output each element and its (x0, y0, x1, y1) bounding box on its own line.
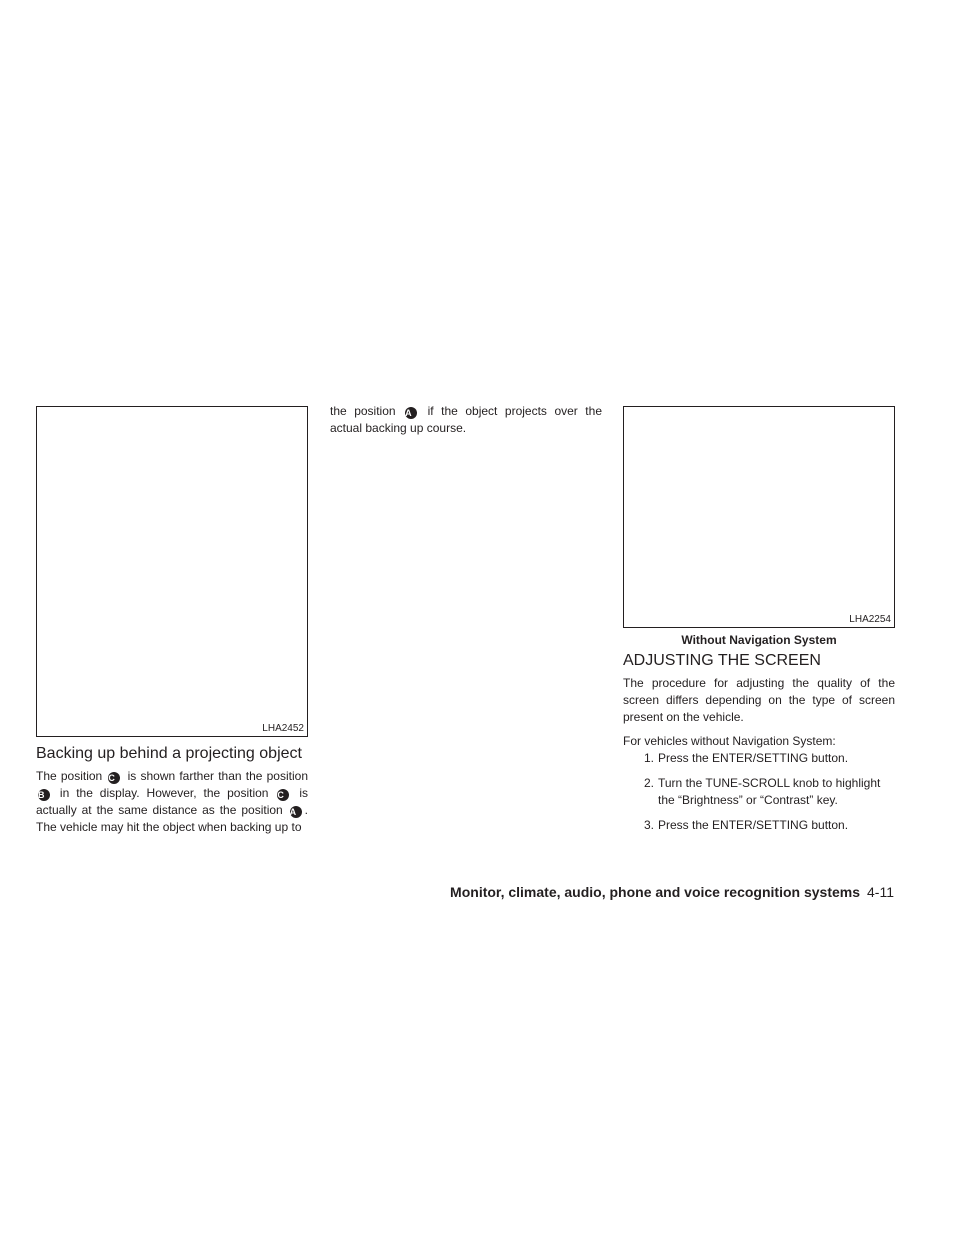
backing-up-paragraph-continued: the position A if the object projects over the actual backing up course. (330, 404, 602, 435)
backing-up-paragraph: The position C is shown farther than the position B in the display. However, the position C is actually at the same distance as the position A . The vehicle may hit the object when backing up to (36, 769, 308, 834)
step-number: 1. (644, 751, 655, 765)
section-heading-adjusting-screen: ADJUSTING THE SCREEN (623, 652, 821, 669)
marker-a-icon: A (405, 407, 417, 419)
list-item (623, 750, 895, 767)
step-text: Press the ENTER/SETTING button. (658, 818, 849, 832)
adjusting-steps-list (623, 750, 895, 842)
list-item (623, 817, 895, 834)
marker-c-icon: C (108, 772, 120, 784)
marker-b-icon: B (38, 789, 50, 801)
step-text: Turn the TUNE-SCROLL knob to highlight the “Brightness” or “Contrast” key. (658, 776, 881, 807)
marker-c-icon: C (277, 789, 289, 801)
figure-code: LHA2452 (262, 723, 304, 734)
step-number: 3. (644, 818, 655, 832)
page-number: 4-11 (867, 884, 894, 900)
figure-caption: Without Navigation System (681, 633, 837, 647)
footer-section-title: Monitor, climate, audio, phone and voice recognition systems (450, 884, 861, 900)
adjusting-intro-paragraph: The procedure for adjusting the quality of the screen differs depending on the type of screen present on the vehicle. (623, 676, 895, 724)
figure-code: LHA2254 (849, 614, 891, 625)
section-heading-backing-up: Backing up behind a projecting object (36, 745, 302, 762)
marker-a-icon: A (290, 806, 302, 818)
list-item (623, 775, 895, 809)
figure-without-navigation (623, 406, 895, 628)
adjusting-lead-text: For vehicles without Navigation System: (623, 734, 836, 748)
step-text: Press the ENTER/SETTING button. (658, 751, 849, 765)
page-footer (450, 884, 894, 901)
step-number: 2. (644, 776, 655, 790)
figure-backing-up (36, 406, 308, 737)
